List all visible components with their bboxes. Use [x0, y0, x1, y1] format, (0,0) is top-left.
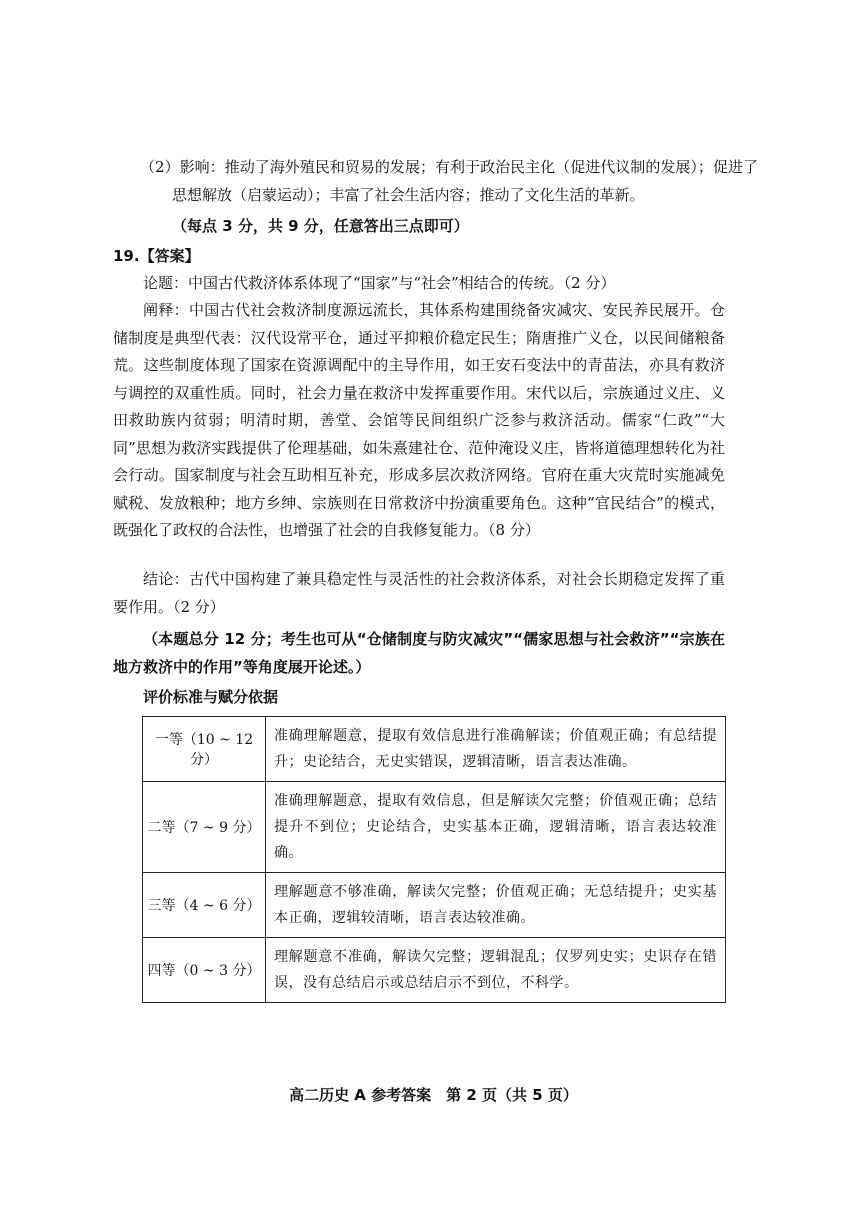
table-row [143, 873, 726, 938]
desc-cell: 理解题意不准确，解读欠完整；逻辑混乱；仅罗列史实；史识存在错误，没有总结启示或总结启示不到位，不科学。 [266, 938, 726, 1003]
table-row [143, 938, 726, 1003]
desc-cell: 理解题意不够准确，解读欠完整；价值观正确；无总结提升；史实基本正确，逻辑较清晰，语言表达较准确。 [266, 873, 726, 938]
desc-cell: 准确理解题意，提取有效信息，但是解读欠完整；价值观正确；总结提升不到位；史论结合，史实基本正确，逻辑清晰，语言表达较准确。 [266, 782, 726, 873]
page-footer: 高二历史 A 参考答案 第 2 页（共 5 页） [289, 1086, 578, 1104]
grade-cell: 四等（0 ~ 3 分） [143, 938, 266, 1003]
grade-cell: 二等（7 ~ 9 分） [143, 782, 266, 873]
table-row [143, 717, 726, 782]
desc-cell: 准确理解题意，提取有效信息进行准确解读；价值观正确；有总结提升；史论结合，无史实错误，逻辑清晰，语言表达准确。 [266, 717, 726, 782]
q19-argument: 阐释：中国古代社会救济制度源远流长，其体系构建围绕备灾减灾、安民养民展开。仓储制度是典型代表：汉代设常平仓，通过平抑粮价稳定民生；隋唐推广义仓，以民间储粮备荒。这些制度体现了国家在资源调配中的主导作用，如王安石变法中的青苗法，亦具有救济与调控的双重性质。同时，社会力量在救济中发挥重要作用。宋代以后，宗族通过义庄、义田救助族内贫弱；明清时期，善堂、会馆等民间组织广泛参与救济活动。儒家“仁政”“大同”思想为救济实践提供了伦理基础，如朱熹建社仓、范仲淹设义庄，皆将道德理想转化为社会行动。国家制度与社会互助相互补充，形成多层次救济网络。官府在重大灾荒时实施减免赋税、发放粮种；地方乡绅、宗族则在日常救济中扮演重要角色。这种“官民结合”的模式，既强化了政权的合法性，也增强了社会的自我修复能力。（8 分） [113, 301, 725, 539]
q18-part2-text: （2）影响：推动了海外殖民和贸易的发展；有利于政治民主化（促进代议制的发展）；促进了思想解放（启蒙运动）；丰富了社会生活内容；推动了文化生活的革新。 [140, 158, 758, 204]
q19-note: （本题总分 12 分；考生也可从“仓储制度与防灾减灾”“儒家思想与社会救济”“宗族在地方救济中的作用”等角度展开论述。） [113, 630, 725, 676]
table-row [143, 782, 726, 873]
grade-cell: 一等（10 ~ 12 分） [143, 717, 266, 782]
criteria-title: 评价标准与赋分依据 [143, 688, 279, 706]
criteria-table [142, 716, 726, 1003]
q18-part2-note: （每点 3 分，共 9 分，任意答出三点即可） [172, 217, 469, 235]
grade-cell: 三等（4 ~ 6 分） [143, 873, 266, 938]
q19-conclusion: 结论：古代中国构建了兼具稳定性与灵活性的社会救济体系，对社会长期稳定发挥了重要作用。（2 分） [113, 570, 725, 616]
q19-header: 19.【答案】 [113, 247, 200, 265]
q19-thesis: 论题：中国古代救济体系体现了“国家”与“社会”相结合的传统。（2 分） [143, 274, 616, 292]
